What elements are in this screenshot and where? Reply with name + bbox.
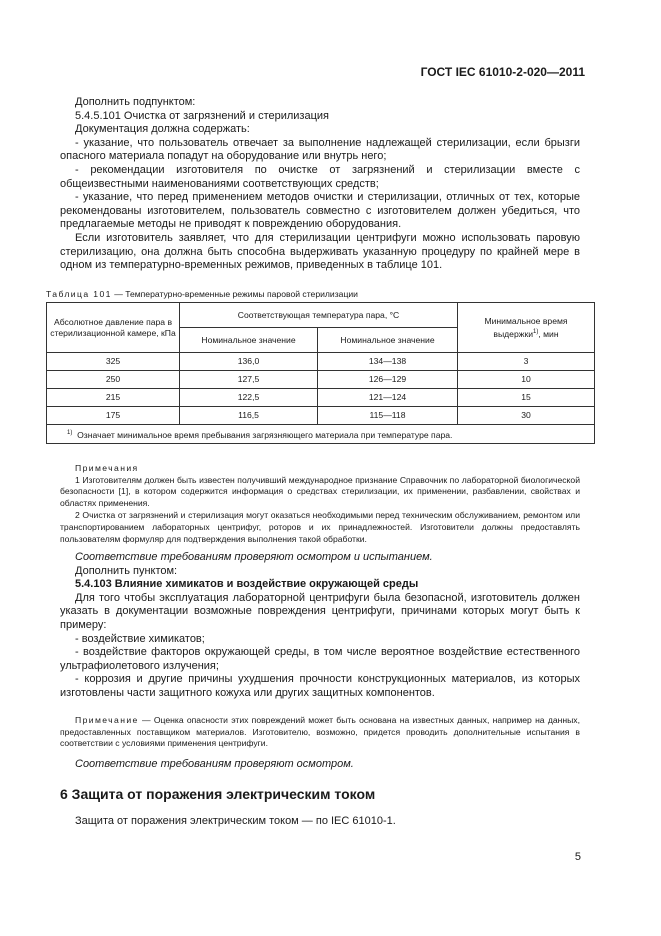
- compliance-check-2: Соответствие требованиям проверяют осмотром.: [75, 758, 354, 770]
- list-item: - указание, что пользователь отвечает за выполнение надлежащей стерилизации, если брызги опасного материала попадут на оборудование или внутрь него;: [60, 136, 580, 163]
- section-6-heading: 6 Защита от поражения электрическим током: [60, 786, 376, 802]
- section-cleaning: [60, 96, 580, 273]
- cell-min-time: 10: [458, 371, 595, 389]
- chemicals-note-paragraph: [60, 715, 580, 750]
- add-subclause-text: Дополнить подпунктом:: [75, 96, 196, 108]
- subclause-title: 5.4.5.101 Очистка от загрязнений и стерилизация: [75, 109, 329, 122]
- cell-nominal: 127,5: [180, 371, 318, 389]
- list-item: - воздействие химикатов;: [75, 632, 205, 645]
- cell-range: 126—129: [318, 371, 458, 389]
- section-6-body: [60, 815, 580, 829]
- add-clause-text: Дополнить пунктом:: [75, 564, 178, 577]
- notes-block: [60, 463, 580, 545]
- cell-min-time: 3: [458, 353, 595, 371]
- note-1: 1 Изготовителям должен быть известен получивший международное признание Справочник по лабораторной биологической безопасности [1], в котором содержится информация о средствах стерилизации, их применении, разбавлении, свойствах и областях применения.: [60, 474, 580, 508]
- header-pressure: Абсолютное давление пара в стерилизационной камере, кПа: [47, 303, 180, 353]
- document-header: ГОСТ IEC 61010-2-020—2011: [420, 65, 585, 79]
- documentation-intro: Документация должна содержать:: [75, 123, 250, 136]
- table-footnote: [47, 425, 595, 444]
- cell-nominal: 136,0: [180, 353, 318, 371]
- chemicals-note: [60, 715, 580, 750]
- table-row: [47, 371, 595, 389]
- header-temperature: Соответствующая температура пара, °С: [180, 303, 458, 328]
- section-6-text: Защита от поражения электрическим током — по IEC 61010-1.: [75, 815, 396, 827]
- header-nominal: Номинальное значение: [180, 328, 318, 353]
- notes-title: Примечания: [75, 463, 139, 473]
- cell-pressure: 250: [47, 371, 180, 389]
- list-item: - рекомендации изготовителя по очистке от загрязнений и стерилизации вместе с общеизвестными наименованиями соответствующих средств;: [60, 163, 580, 190]
- section-chemicals: [60, 551, 580, 701]
- cell-pressure: 325: [47, 353, 180, 371]
- table-caption-text: — Температурно-временные режимы паровой стерилизации: [111, 289, 358, 299]
- table-row: [47, 389, 595, 407]
- cell-pressure: 215: [47, 389, 180, 407]
- sterilization-table: [46, 302, 595, 444]
- header-nominal-range: Номинальное значение: [318, 328, 458, 353]
- steam-sterilization-paragraph: Если изготовитель заявляет, что для стерилизации центрифуги можно использовать паровую стерилизацию, она должна быть способна выдерживать указанную процедуру по крайней мере в одном из температурно-временных режимов, приведенных в таблице 101.: [60, 231, 580, 272]
- compliance-block-2: [60, 758, 580, 772]
- cell-min-time: 15: [458, 389, 595, 407]
- chemicals-paragraph: Для того чтобы эксплуатация лабораторной центрифуги была безопасной, изготовитель должен указать в документации возможные повреждения центрифуги, причинами которых могут быть к примеру:: [60, 591, 580, 631]
- cell-pressure: 175: [47, 407, 180, 425]
- cell-min-time: 30: [458, 407, 595, 425]
- cell-range: 115—118: [318, 407, 458, 425]
- table-footnote-mark: 1): [67, 429, 73, 436]
- note-text: — Оценка опасности этих повреждений может быть основана на известных данных, например на данных, предоставленных поставщиком материалов. Изготовителю, возможно, придется проводить дополнительные испытания в соответствии с условиями применения центрифуги.: [60, 715, 580, 749]
- table-caption-label: Таблица 101: [46, 289, 112, 299]
- table-row: [47, 353, 595, 371]
- header-min-time-label: Минимальное время выдержки: [484, 315, 568, 339]
- note-label: Примечание: [75, 715, 139, 725]
- cell-nominal: 116,5: [180, 407, 318, 425]
- list-item: - указание, что перед применением методов очистки и стерилизации, отличных от тех, которые рекомендованы изготовителем, пользователь совместно с изготовителем должен убедиться, что предлагаемые методы не приводят к повреждению оборудования.: [60, 191, 580, 231]
- cell-range: 121—124: [318, 389, 458, 407]
- table-caption: [46, 288, 358, 302]
- header-min-time-unit: , мин: [538, 328, 559, 339]
- note-2: 2 Очистка от загрязнений и стерилизация могут оказаться необходимыми перед техническим обслуживанием, ремонтом или транспортированием лабораторных центрифуг, роторов и их принадлежностей. Изготовители должны предоставлять пользователям формуляр для подтверждения выполнения такой обработки.: [60, 510, 580, 544]
- header-min-time: [458, 303, 595, 353]
- cell-nominal: 122,5: [180, 389, 318, 407]
- clause-heading: 5.4.103 Влияние химикатов и воздействие окружающей среды: [75, 578, 419, 591]
- cell-range: 134—138: [318, 353, 458, 371]
- list-item: - коррозия и другие причины ухудшения прочности конструкционных материалов, из которых изготовлены части защитного кожуха или других защитных компонентов.: [60, 673, 580, 699]
- compliance-check-1: Соответствие требованиям проверяют осмотром и испытанием.: [75, 551, 433, 563]
- table-footnote-text: Означает минимальное время пребывания загрязняющего материала при температуре пара.: [77, 429, 453, 440]
- header-min-time-footnote-mark: 1): [533, 328, 539, 335]
- table-row: [47, 407, 595, 425]
- page-number: 5: [574, 851, 581, 863]
- list-item: - воздействие факторов окружающей среды, в том числе вероятное воздействие естественного ультрафиолетового излучения;: [60, 646, 580, 672]
